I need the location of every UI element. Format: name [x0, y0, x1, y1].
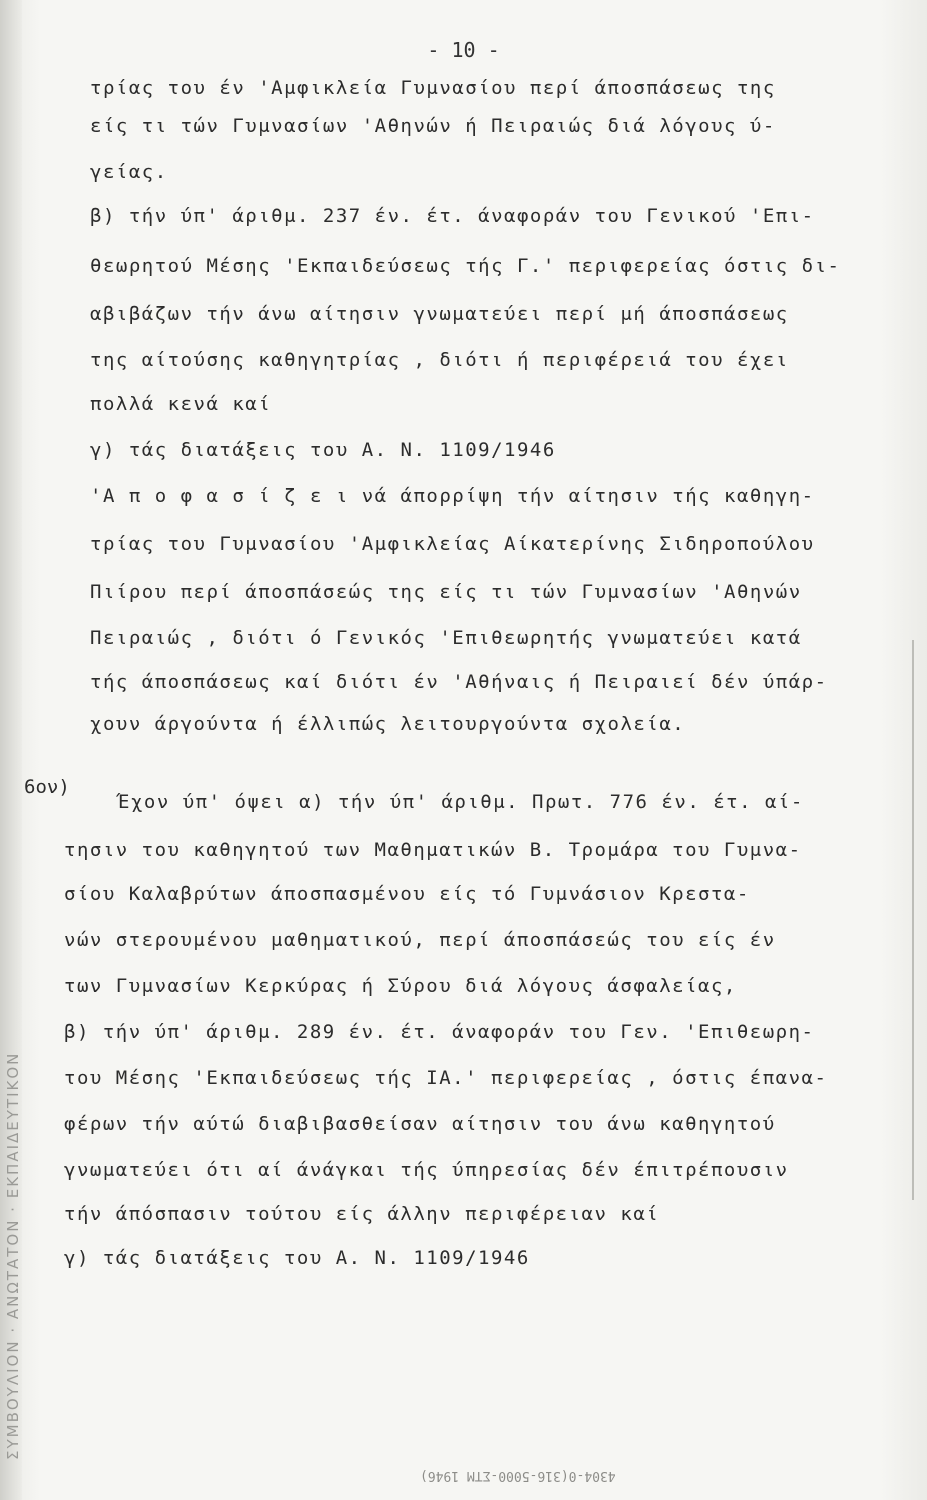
text-line: αβιβάζων τήν άνω αίτησιν γνωματεύει περί μή άποσπάσεως — [90, 303, 789, 325]
text-line: τησιν του καθηγητού των Μαθηματικών Β. Τρομάρα του Γυμνα- — [64, 839, 802, 861]
text-line: β) τήν ύπ' άριθμ. 237 έν. έτ. άναφοράν του Γενικού 'Επι- — [90, 205, 815, 227]
printer-footer: 4304-0(316-5000-ΣΤΜ 1946) — [420, 1468, 616, 1483]
text-line: γείας. — [90, 161, 168, 183]
text-line: Έχον ύπ' όψει α) τήν ύπ' άριθμ. Πρωτ. 776 έν. έτ. αί- — [118, 791, 804, 813]
text-line: τρίας του έν 'Αμφικλεία Γυμνασίου περί άποσπάσεως της — [90, 77, 776, 99]
text-line: νών στερουμένου μαθηματικού, περί άποσπάσεώς του είς έν — [64, 929, 776, 951]
text-line: πολλά κενά καί — [90, 393, 272, 415]
text-line: τής άποσπάσεως καί διότι έν 'Αθήναις ή Πειραιεί δέν ύπάρ- — [90, 671, 828, 693]
text-line: 'Α π ο φ α σ ί ζ ε ι νά άπορρίψη τήν αίτησιν τής καθηγη- — [90, 485, 815, 507]
margin-rule — [912, 640, 914, 1200]
text-line: τήν άπόσπασιν τούτου είς άλλην περιφέρειαν καί — [64, 1203, 660, 1225]
text-line: τρίας του Γυμνασίου 'Αμφικλείας Αίκατερίνης Σιδηροπούλου — [90, 533, 815, 555]
text-line: θεωρητού Μέσης 'Εκπαιδεύσεως τής Γ.' περιφερείας όστις δι- — [90, 255, 841, 277]
text-line: Πιίρου περί άποσπάσεώς της είς τι τών Γυμνασίων 'Αθηνών — [90, 581, 802, 603]
text-line: Πειραιώς , διότι ό Γενικός 'Επιθεωρητής γνωματεύει κατά — [90, 627, 802, 649]
text-line: χουν άργούντα ή έλλιπώς λειτουργούντα σχολεία. — [90, 713, 686, 735]
text-line: του Μέσης 'Εκπαιδεύσεως τής ΙΑ.' περιφερείας , όστις έπανα- — [64, 1067, 828, 1089]
margin-label: 6ον) — [24, 776, 70, 798]
text-line: της αίτούσης καθηγητρίας , διότι ή περιφέρειά του έχει — [90, 349, 789, 371]
text-line: γ) τάς διατάξεις του Α. Ν. 1109/1946 — [90, 439, 556, 461]
text-line: είς τι τών Γυμνασίων 'Αθηνών ή Πειραιώς διά λόγους ύ- — [90, 115, 776, 137]
side-stamp: ΣΥΜΒΟΥΛΙΟΝ · ΑΝΩΤΑΤΟΝ · ΕΚΠΑΙΔΕΥΤΙΚΟΝ — [4, 1051, 22, 1460]
text-line: σίου Καλαβρύτων άποσπασμένου είς τό Γυμνάσιον Κρεστα- — [64, 883, 750, 905]
text-line: των Γυμνασίων Κερκύρας ή Σύρου διά λόγους άσφαλείας, — [64, 975, 737, 997]
text-line: γνωματεύει ότι αί άνάγκαι τής ύπηρεσίας δέν έπιτρέπουσιν — [64, 1159, 789, 1181]
text-line: γ) τάς διατάξεις του Α. Ν. 1109/1946 — [64, 1247, 530, 1269]
text-line: β) τήν ύπ' άριθμ. 289 έν. έτ. άναφοράν του Γεν. 'Επιθεωρη- — [64, 1021, 815, 1043]
text-line: φέρων τήν αύτώ διαβιβασθείσαν αίτησιν του άνω καθηγητού — [64, 1113, 776, 1135]
page-number: - 10 - — [427, 38, 500, 62]
